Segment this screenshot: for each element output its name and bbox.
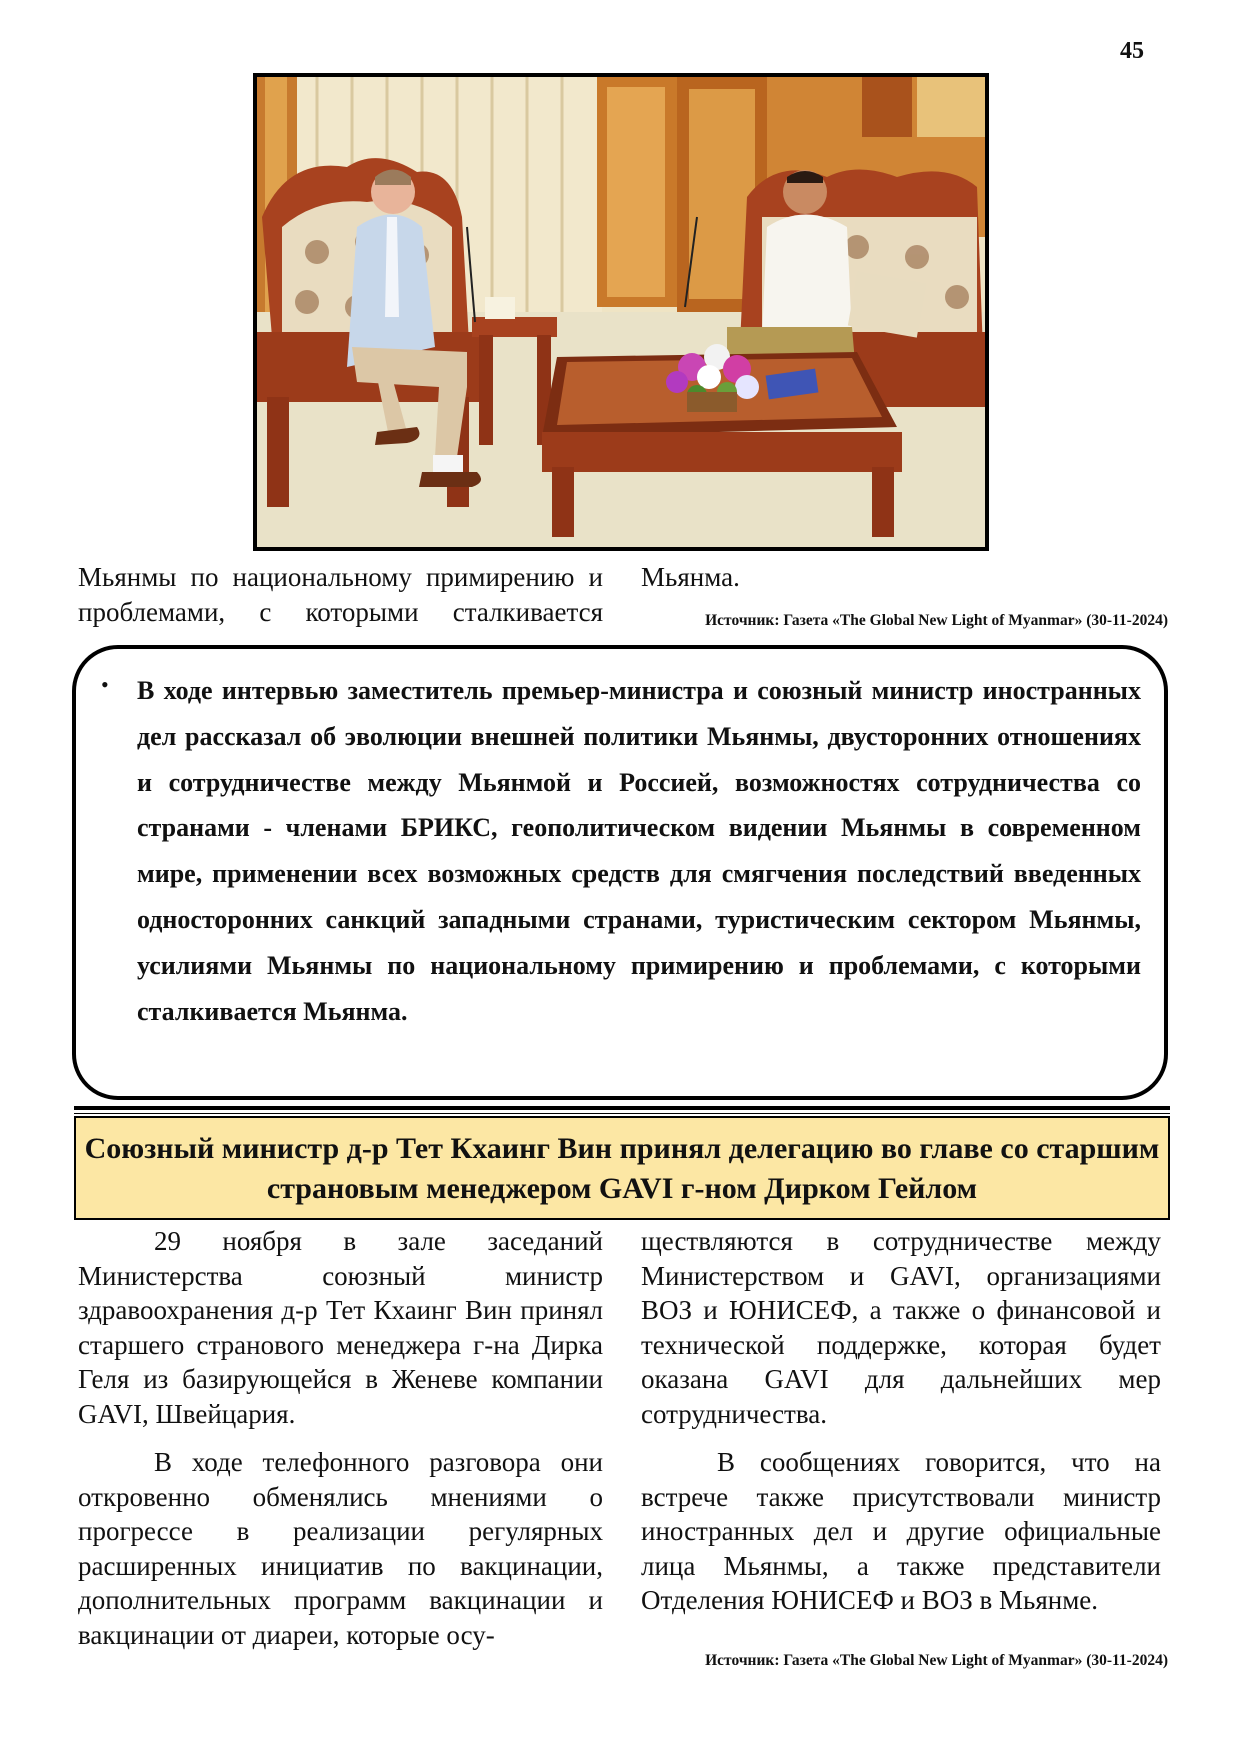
photo-caption-right: Мьянма.: [641, 562, 740, 592]
meeting-photo: [253, 73, 989, 551]
article-paragraph: ществляются в сотрудничестве между Министерством и GAVI, организациями ВОЗ и ЮНИСЕФ, а также о финансовой и технической поддержке, которая будет оказана GAVI для дальнейших мер сотрудничества.: [641, 1226, 1161, 1429]
divider-thin: [74, 1113, 1170, 1114]
page-number: 45: [1120, 38, 1144, 64]
article-source: Источник: Газета «The Global New Light of Myanmar» (30-11-2024): [705, 1652, 1168, 1669]
article-right-column: [641, 1224, 1161, 1632]
article-headline: Союзный министр д-р Тет Кхаинг Вин принял делегацию во главе со старшим страновым менеджером GAVI г-ном Дирком Гейлом: [74, 1116, 1170, 1220]
bullet-icon: •: [101, 672, 109, 697]
caption-source: Источник: Газета «The Global New Light of Myanmar» (30-11-2024): [705, 612, 1168, 629]
article-paragraph: В ходе телефонного разговора они откровенно обменялись мнениями о прогрессе в реализации регулярных расширенных инициатив по вакцинации, дополнительных программ вакцинации и вакцинации от диареи, которые осу-: [78, 1447, 603, 1650]
meeting-photo-illustration: [257, 77, 985, 547]
callout-text: В ходе интервью заместитель премьер-министра и союзный министр иностранных дел рассказал об эволюции внешней политики Мьянмы, двусторонних отношениях и сотрудничестве между Мьянмой и Россией, возможностях сотрудничества со странами - членами БРИКС, геополитическом видении Мьянмы в современном мире, применении всех возможных средств для смягчения последствий введенных односторонних санкций западными странами, туристическим сектором Мьянмы, усилиями Мьянмы по национальному примирению и проблемами, с которыми сталкивается Мьянма.: [137, 676, 1141, 1026]
divider-thick: [74, 1106, 1170, 1110]
article-paragraph: 29 ноября в зале заседаний Министерства союзный министр здравоохранения д-р Тет Кхаинг Вин принял старшего странового менеджера г-на Дирка Геля из базирующейся в Женеве компании GAVI, Швейцария.: [78, 1226, 603, 1429]
photo-caption-left: Мьянмы по национальному примирению и проблемами, с которыми сталкивается: [78, 562, 603, 627]
article-paragraph: В сообщениях говорится, что на встрече также присутствовали министр иностранных дел и другие официальные лица Мьянмы, а также представители Отделения ЮНИСЕФ и ВОЗ в Мьянме.: [641, 1447, 1161, 1615]
article-left-column: [78, 1224, 603, 1666]
